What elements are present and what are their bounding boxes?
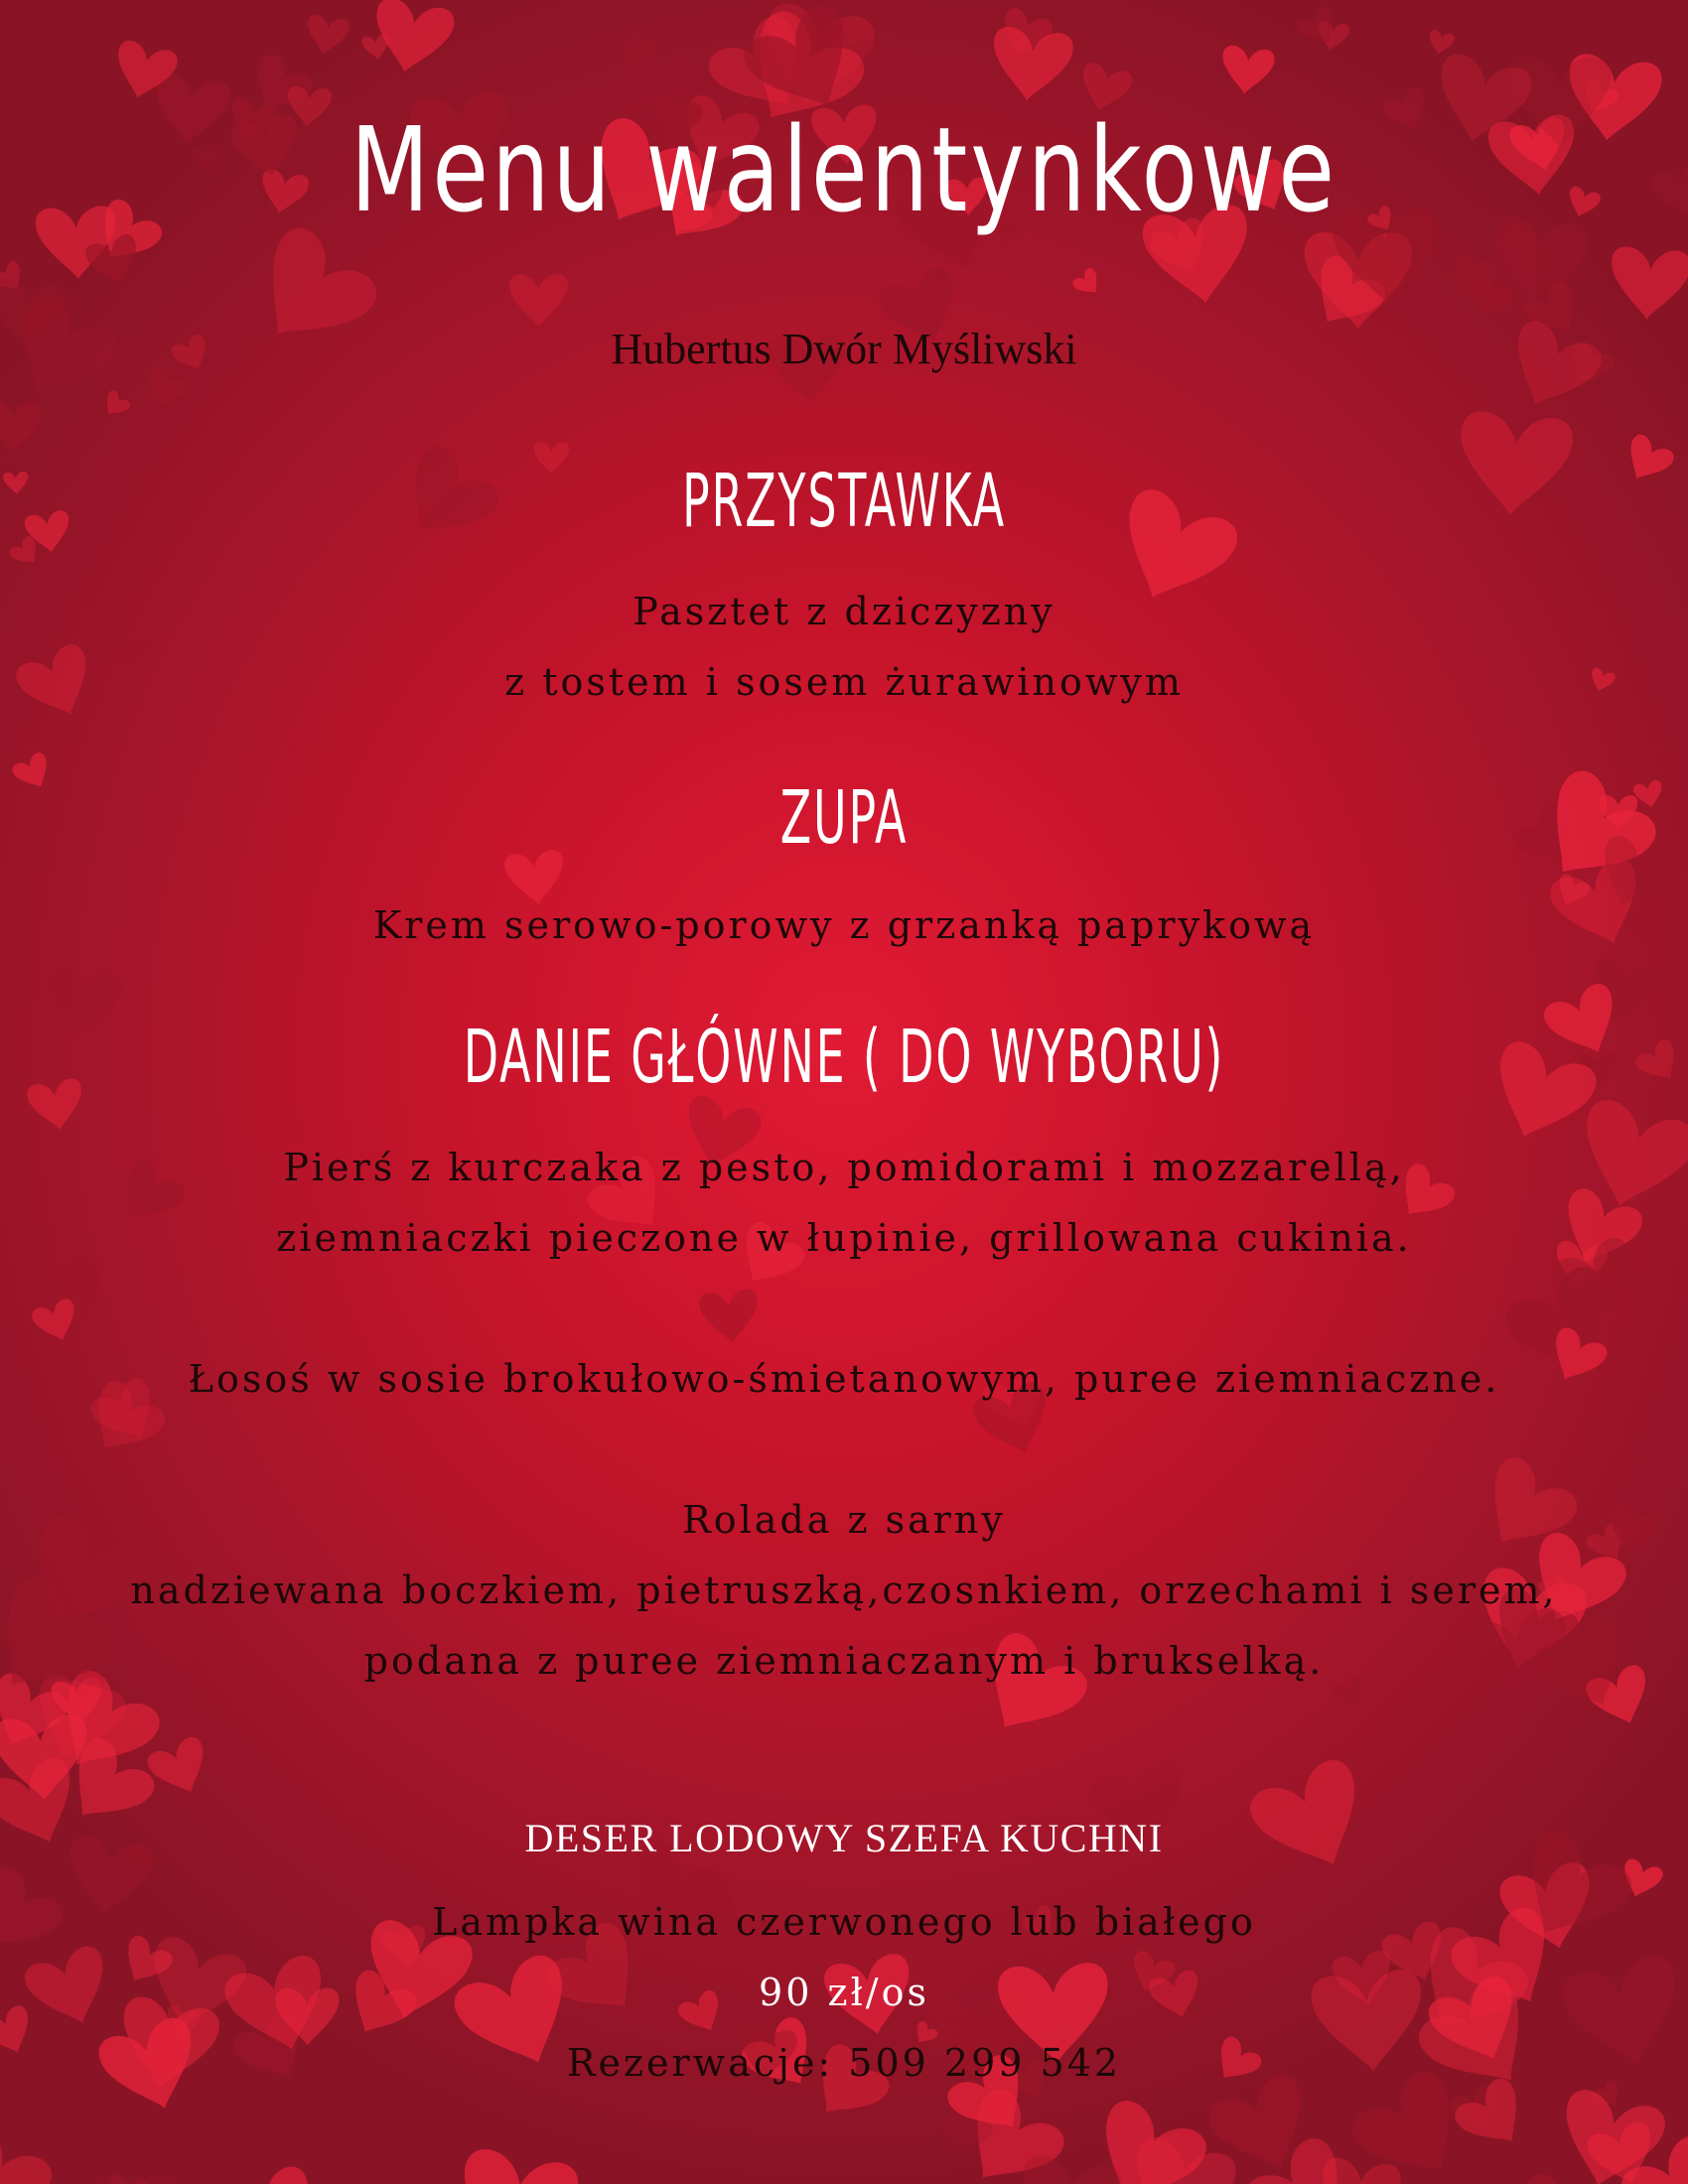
main-option-1-line-1: Pierś z kurczaka z pesto, pomidorami i mozzarellą, xyxy=(283,1146,1405,1189)
main-option-3-line-2: nadziewana boczkiem, pietruszką,czosnkiem, orzechami i serem, xyxy=(130,1569,1558,1612)
price-line: 90 zł/os xyxy=(759,1971,929,2014)
main-option-1-line-2: ziemniaczki pieczone w łupinie, grillowana cukinia. xyxy=(276,1216,1412,1260)
reservation-line: Rezerwacje: 509 299 542 xyxy=(566,2041,1122,2085)
starter-line-1: Pasztet z dziczyzny xyxy=(633,590,1055,633)
soup-line-1: Krem serowo-porowy z grzanką paprykową xyxy=(372,903,1316,947)
main-course-heading: DANIE GŁÓWNE ( DO WYBORU) xyxy=(463,1015,1225,1100)
wine-line: Lampka wina czerwonego lub białego xyxy=(432,1900,1256,1944)
main-option-3-line-3: podana z puree ziemniaczanym i brukselką. xyxy=(363,1639,1325,1683)
starter-heading: PRZYSTAWKA xyxy=(681,459,1007,544)
starter-line-2: z tostem i sosem żurawinowym xyxy=(504,660,1184,704)
main-option-3-line-1: Rolada z sarny xyxy=(682,1498,1006,1542)
main-option-2-line-1: Łosoś w sosie brokułowo-śmietanowym, puree ziemniaczne. xyxy=(188,1357,1500,1401)
menu-title: Menu walentynkowe xyxy=(350,101,1338,238)
restaurant-name: Hubertus Dwór Myśliwski xyxy=(611,325,1077,373)
dessert-heading: DESER LODOWY SZEFA KUCHNI xyxy=(524,1816,1164,1860)
soup-heading: ZUPA xyxy=(779,775,909,861)
